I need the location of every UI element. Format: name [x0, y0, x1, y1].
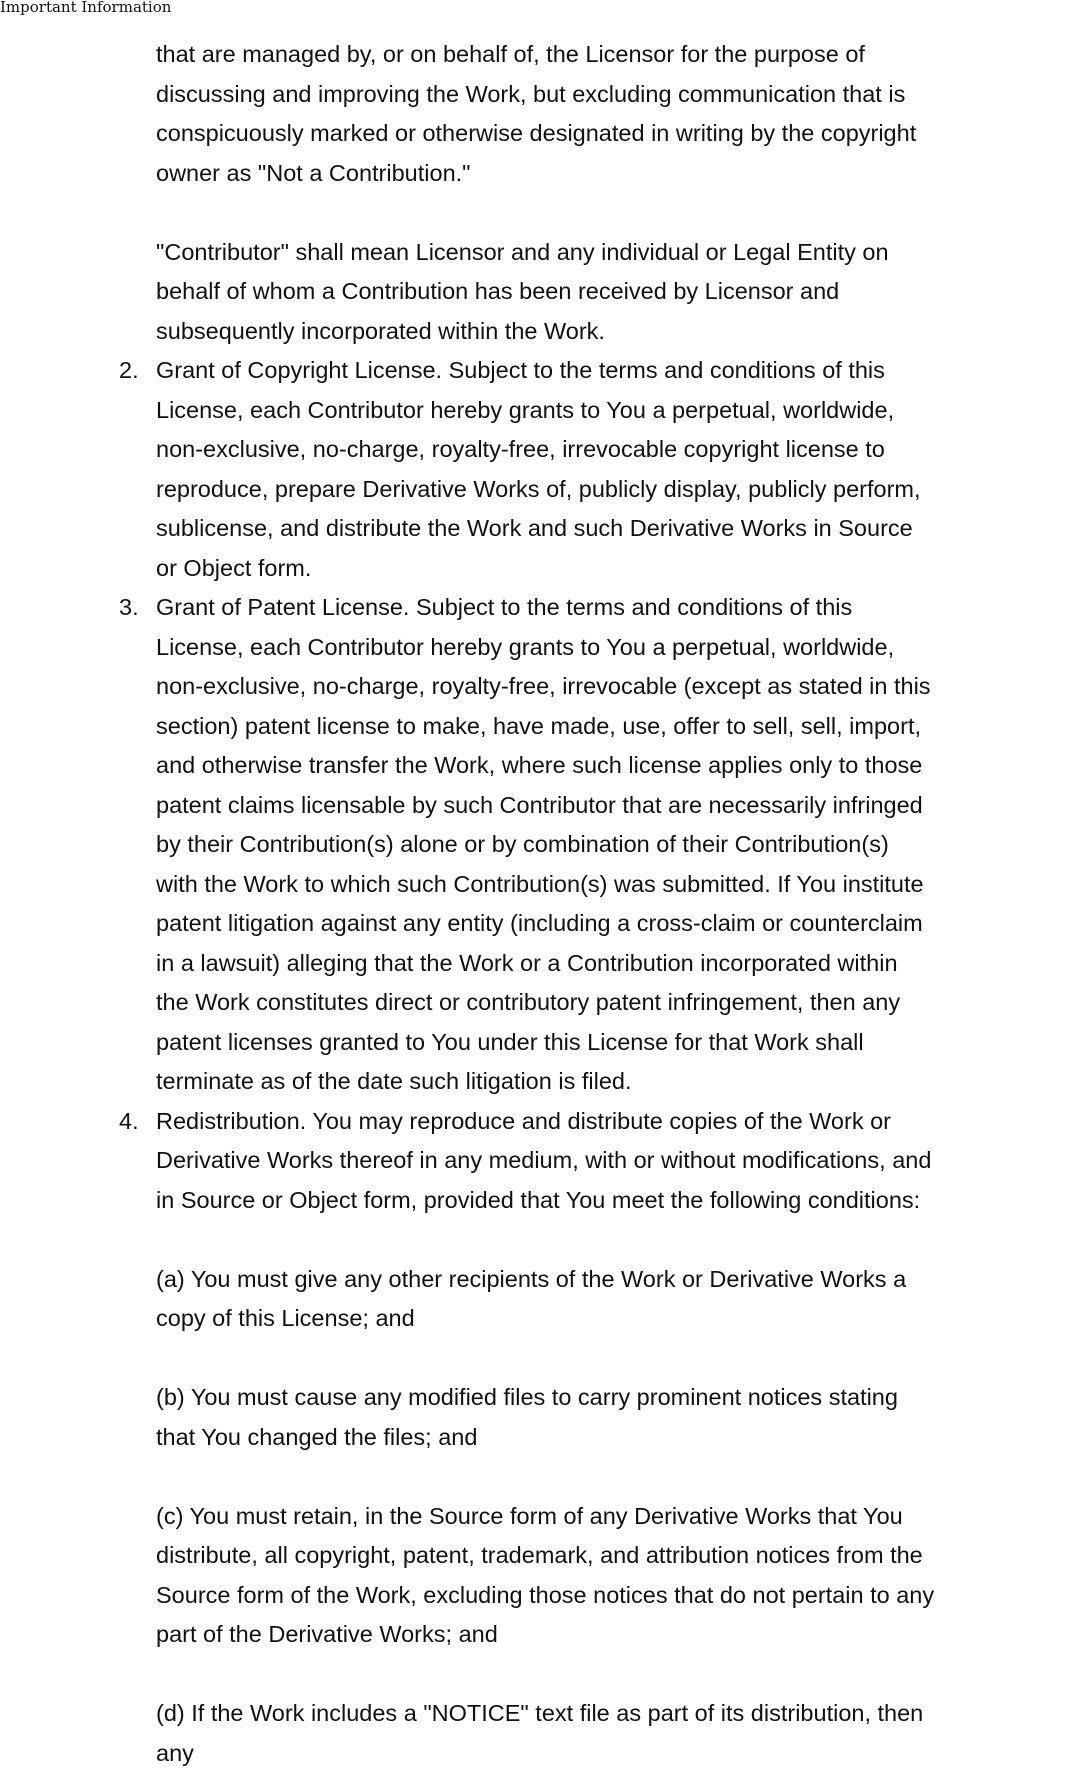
condition-d-paragraph: (d) If the Work includes a "NOTICE" text file as part of its distribution, then any: [156, 1694, 936, 1773]
list-item-text: Grant of Patent License. Subject to the terms and conditions of this License, each Contributor hereby grants to You a perpetual, worldwide, non-exclusive, no-charge, royalty-free, irrevocable (except as stated in this section) patent license to make, have made, use, offer to sell, sell, import, and otherwise transfer the Work, where such license applies only to those patent claims licensable by such Contributor that are necessarily infringed by their Contribution(s) alone or by combination of their Contribution(s) with the Work to which such Contribution(s) was submitted. If You institute patent litigation against any entity (including a cross-claim or counterclaim in a lawsuit) alleging that the Work or a Contribution incorporated within the Work constitutes direct or contributory patent infringement, then any patent licenses granted to You under this License for that Work shall terminate as of the date such litigation is filed.: [156, 588, 936, 1102]
list-item-text: Grant of Copyright License. Subject to the terms and conditions of this License, each Contributor hereby grants to You a perpetual, worldwide, non-exclusive, no-charge, royalty-free, irrevocable copyright license to reproduce, prepare Derivative Works of, publicly display, publicly perform, sublicense, and distribute the Work and such Derivative Works in Source or Object form.: [156, 351, 936, 588]
contribution-definition-continuation: [0, 35, 936, 351]
paragraph-spacer: [156, 1655, 936, 1695]
contribution-tail-paragraph: that are managed by, or on behalf of, the Licensor for the purpose of discussing and improving the Work, but excluding communication that is conspicuously marked or otherwise designated in writing by the copyright owner as "Not a Contribution.": [156, 35, 936, 193]
page-header-title: Important Information: [0, 0, 171, 15]
list-item-grant-of-patent: [0, 588, 936, 1102]
condition-a-paragraph: (a) You must give any other recipients of the Work or Derivative Works a copy of this License; and: [156, 1260, 936, 1339]
paragraph-spacer: [156, 1457, 936, 1497]
contributor-definition-paragraph: "Contributor" shall mean Licensor and any individual or Legal Entity on behalf of whom a Contribution has been received by Licensor and subsequently incorporated within the Work.: [156, 233, 936, 352]
list-item-redistribution: [0, 1102, 936, 1773]
paragraph-spacer: [156, 193, 936, 233]
list-item-text: Redistribution. You may reproduce and distribute copies of the Work or Derivative Works thereof in any medium, with or without modifications, and in Source or Object form, provided that You meet the following conditions:: [156, 1102, 936, 1221]
condition-b-paragraph: (b) You must cause any modified files to carry prominent notices stating that You changed the files; and: [156, 1378, 936, 1457]
paragraph-spacer: [156, 1339, 936, 1379]
list-item-number: 4.: [119, 1102, 139, 1142]
list-item-number: 2.: [119, 351, 139, 391]
condition-c-paragraph: (c) You must retain, in the Source form of any Derivative Works that You distribute, all copyright, patent, trademark, and attribution notices from the Source form of the Work, excluding those notices that do not pertain to any part of the Derivative Works; and: [156, 1497, 936, 1655]
list-item-number: 3.: [119, 588, 139, 628]
license-document: [0, 35, 1092, 1773]
list-item-grant-of-copyright: [0, 351, 936, 588]
paragraph-spacer: [156, 1220, 936, 1260]
